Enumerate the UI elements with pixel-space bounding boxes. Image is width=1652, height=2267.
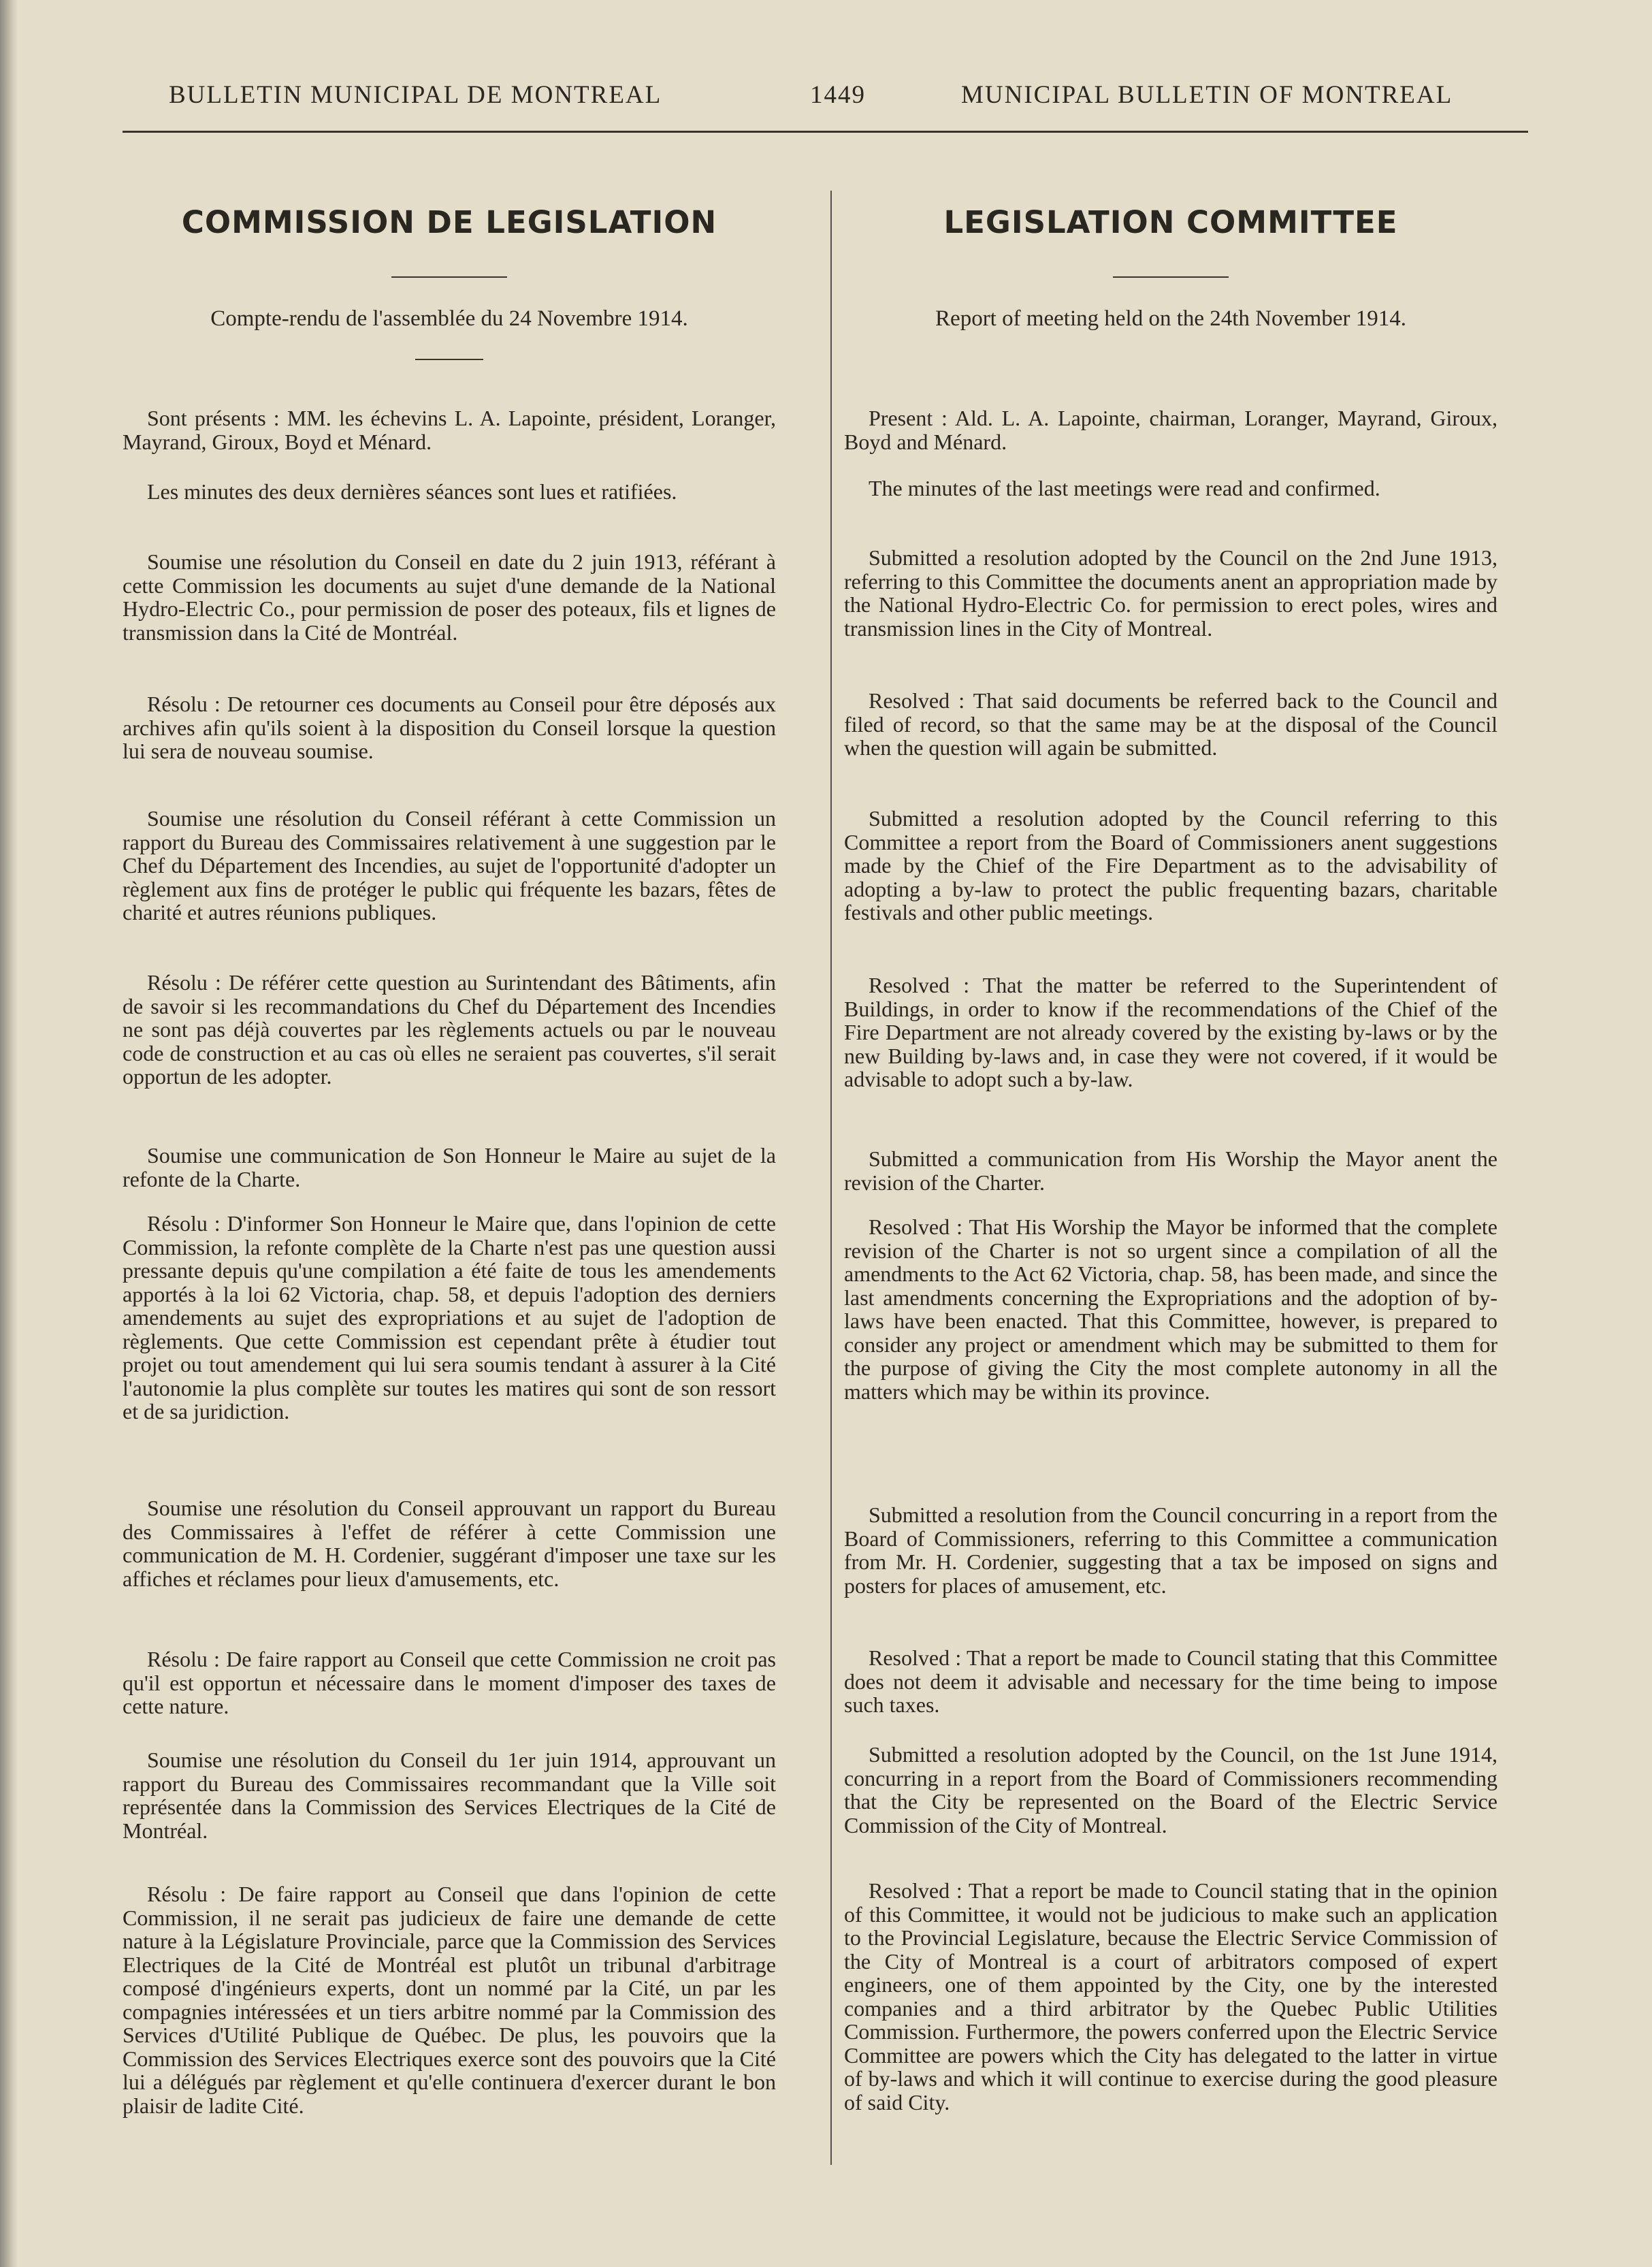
english-paragraph: Submitted a resolution adopted by the Council on the 2nd June 1913, referring to this Committee the documents anent an appropriation made by the National Hydro-Electric Co. for permission to erect poles, wires and transmission lines in the City of Montreal. [844,545,1497,641]
french-paragraph: Résolu : De faire rapport au Conseil que cette Commission ne croit pas qu'il est opportun et nécessaire dans le moment d'imposer des taxes de cette nature. [123,1647,776,1718]
english-paragraph: Submitted a resolution from the Council concurring in a report from the Board of Commissioners, referring to this Committee a communication from Mr. H. Cordenier, suggesting that a tax be imposed on signs and posters for places of amusement, etc. [844,1502,1497,1598]
french-paragraph: Soumise une résolution du Conseil en date du 2 juin 1913, référant à cette Commission les documents au sujet d'une demande de la National Hydro-Electric Co., pour permission de poser des poteaux, fils et lignes de transmission dans la Cité de Montréal. [123,549,776,645]
english-paragraph: Submitted a resolution adopted by the Council, on the 1st June 1914, concurring in a report from the Board of Commissioners recommending that the City be represented on the Board of the Electric Service Commission of the City of Montreal. [844,1742,1497,1837]
english-paragraph: Resolved : That His Worship the Mayor be informed that the complete revision of the Charter is not so urgent since a compilation of all the amendments to the Act 62 Victoria, chap. 58, has been made, and since the last amendments concerning the Expropriations and the adoption of by-laws have been enacted. That this Committee, however, is prepared to consider any project or amendment which may be submitted to them for the purpose of giving the City the most complete autonomy in all the matters which may be within its province. [844,1215,1497,1404]
english-column [844,197,1497,394]
french-paragraph: Soumise une communication de Son Honneur le Maire au sujet de la refonte de la Charte. [123,1143,776,1191]
english-paragraph: Resolved : That said documents be referred back to the Council and filed of record, so that the same may be at the disposal of the Council when the question will again be submitted. [844,688,1497,760]
page-edge-shadow [0,0,18,2267]
page-number: 1449 [810,81,866,109]
french-paragraph: Résolu : De faire rapport au Conseil que dans l'opinion de cette Commission, il ne serait pas judicieux de faire une demande de cette nature à la Législature Provinciale, parce que la Commission des Services Electriques de la Cité de Montréal est plutôt un tribunal d'arbitrage composé d'ingénieurs experts, dont un nommé par la Cité, un par les compagnies intéressées et un tiers arbitre nommé par la Commission des Services d'Utilité Publique de Québec. De plus, les pouvoirs que la Commission des Services Electriques exerce sont des pouvoirs que la Cité lui a délégués par règlement et qu'elle continuera d'exercer durant le bon plaisir de ladite Cité. [123,1882,776,2118]
english-meeting-subtitle: Report of meeting held on the 24th November 1914. [935,306,1406,331]
french-paragraph: Soumise une résolution du Conseil approuvant un rapport du Bureau des Commissaires à l'effet de référer à cette Commission une communication de M. H. Cordenier, suggérant d'imposer une taxe sur les affiches et réclames pour lieux d'amusements, etc. [123,1496,776,1591]
english-paragraph: Resolved : That the matter be referred to the Superintendent of Buildings, in order to know if the recommendations of the Chief of the Fire Department are not already covered by the existing by-laws or by the new Building by-laws and, in case they were not covered, if it would be advisable to adopt such a by-law. [844,973,1497,1091]
french-paragraph: Les minutes des deux dernières séances sont lues et ratifiées. [147,479,677,504]
french-paragraph: Résolu : De retourner ces documents au Conseil pour être déposés aux archives afin qu'ils soient à la disposition du Conseil lorsque la question lui sera de nouveau soumise. [123,692,776,763]
french-paragraph: Soumise une résolution du Conseil du 1er juin 1914, approuvant un rapport du Bureau des Commissaires recommandant que la Ville soit représentée dans la Commission des Services Electriques de la Cité de Montréal. [123,1748,776,1843]
french-paragraph: Sont présents : MM. les échevins L. A. Lapointe, président, Loranger, Mayrand, Giroux, Boyd et Ménard. [123,406,776,454]
french-column [123,197,776,394]
running-header [123,80,1532,121]
subtitle-rule [415,359,483,360]
french-paragraph: Résolu : D'informer Son Honneur le Maire que, dans l'opinion de cette Commission, la refonte complète de la Charte n'est pas une question aussi pressante depuis qu'une compilation a été faite de tous les amendements apportés à la loi 62 Victoria, chap. 58, et depuis l'adoption des derniers amendements au sujet des expropriations et au sujet de l'adoption de règlements. Que cette Commission est cependant prête à étudier tout projet ou tout amendement qui lui sera soumis tendant à assurer à la Cité l'autonomie la plus complète sur toutes les matires qui sont de son ressort et de sa juridiction. [123,1211,776,1424]
english-paragraph: Resolved : That a report be made to Council stating that this Committee does not deem it advisable and necessary for the time being to impose such taxes. [844,1645,1497,1717]
french-section-title: COMMISSION DE LEGISLATION [181,204,717,240]
header-french-title: BULLETIN MUNICIPAL DE MONTREAL [169,81,662,109]
title-rule [1113,276,1229,278]
english-paragraph: The minutes of the last meetings were read and confirmed. [869,476,1380,500]
french-paragraph: Soumise une résolution du Conseil référant à cette Commission un rapport du Bureau des Commissaires relativement à une suggestion par le Chef du Département des Incendies, au sujet de l'opportunité d'adopter un règlement aux fins de protéger le public qui fréquente les bazars, fêtes de charité et autres réunions publiques. [123,806,776,925]
title-rule [391,276,507,278]
english-section-title: LEGISLATION COMMITTEE [943,204,1398,240]
english-paragraph: Submitted a resolution adopted by the Council referring to this Committee a report from the Board of Commissioners anent suggestions made by the Chief of the Fire Department as to the advisability of adopting a by-law to protect the public frequenting bazars, charitable festivals and other public meetings. [844,806,1497,925]
english-paragraph: Submitted a communication from His Worship the Mayor anent the revision of the Charter. [844,1146,1497,1195]
column-divider [830,191,832,2165]
header-english-title: MUNICIPAL BULLETIN OF MONTREAL [961,81,1453,109]
french-meeting-subtitle: Compte-rendu de l'assemblée du 24 Novembre 1914. [210,306,688,331]
english-paragraph: Present : Ald. L. A. Lapointe, chairman, Loranger, Mayrand, Giroux, Boyd and Ménard. [844,406,1497,454]
english-paragraph: Resolved : That a report be made to Council stating that in the opinion of this Committee, it would not be judicious to make such an application to the Provincial Legislature, because the Electric Service Commission of the City of Montreal is a court of arbitrators composed of expert engineers, one of them appointed by the City, one by the interested companies and a third arbitrator by the Quebec Public Utilities Commission. Furthermore, the powers conferred upon the Electric Service Committee are powers which the City has delegated to the latter in virtue of by-laws and which it will continue to exercise during the good pleasure of said City. [844,1878,1497,2115]
french-paragraph: Résolu : De référer cette question au Surintendant des Bâtiments, afin de savoir si les recommandations du Chef du Département des Incendies ne sont pas déjà couvertes par les règlements actuels ou par le nouveau code de construction et au cas où elles ne seraient pas couvertes, s'il serait opportun de les adopter. [123,970,776,1089]
header-rule [123,131,1528,133]
